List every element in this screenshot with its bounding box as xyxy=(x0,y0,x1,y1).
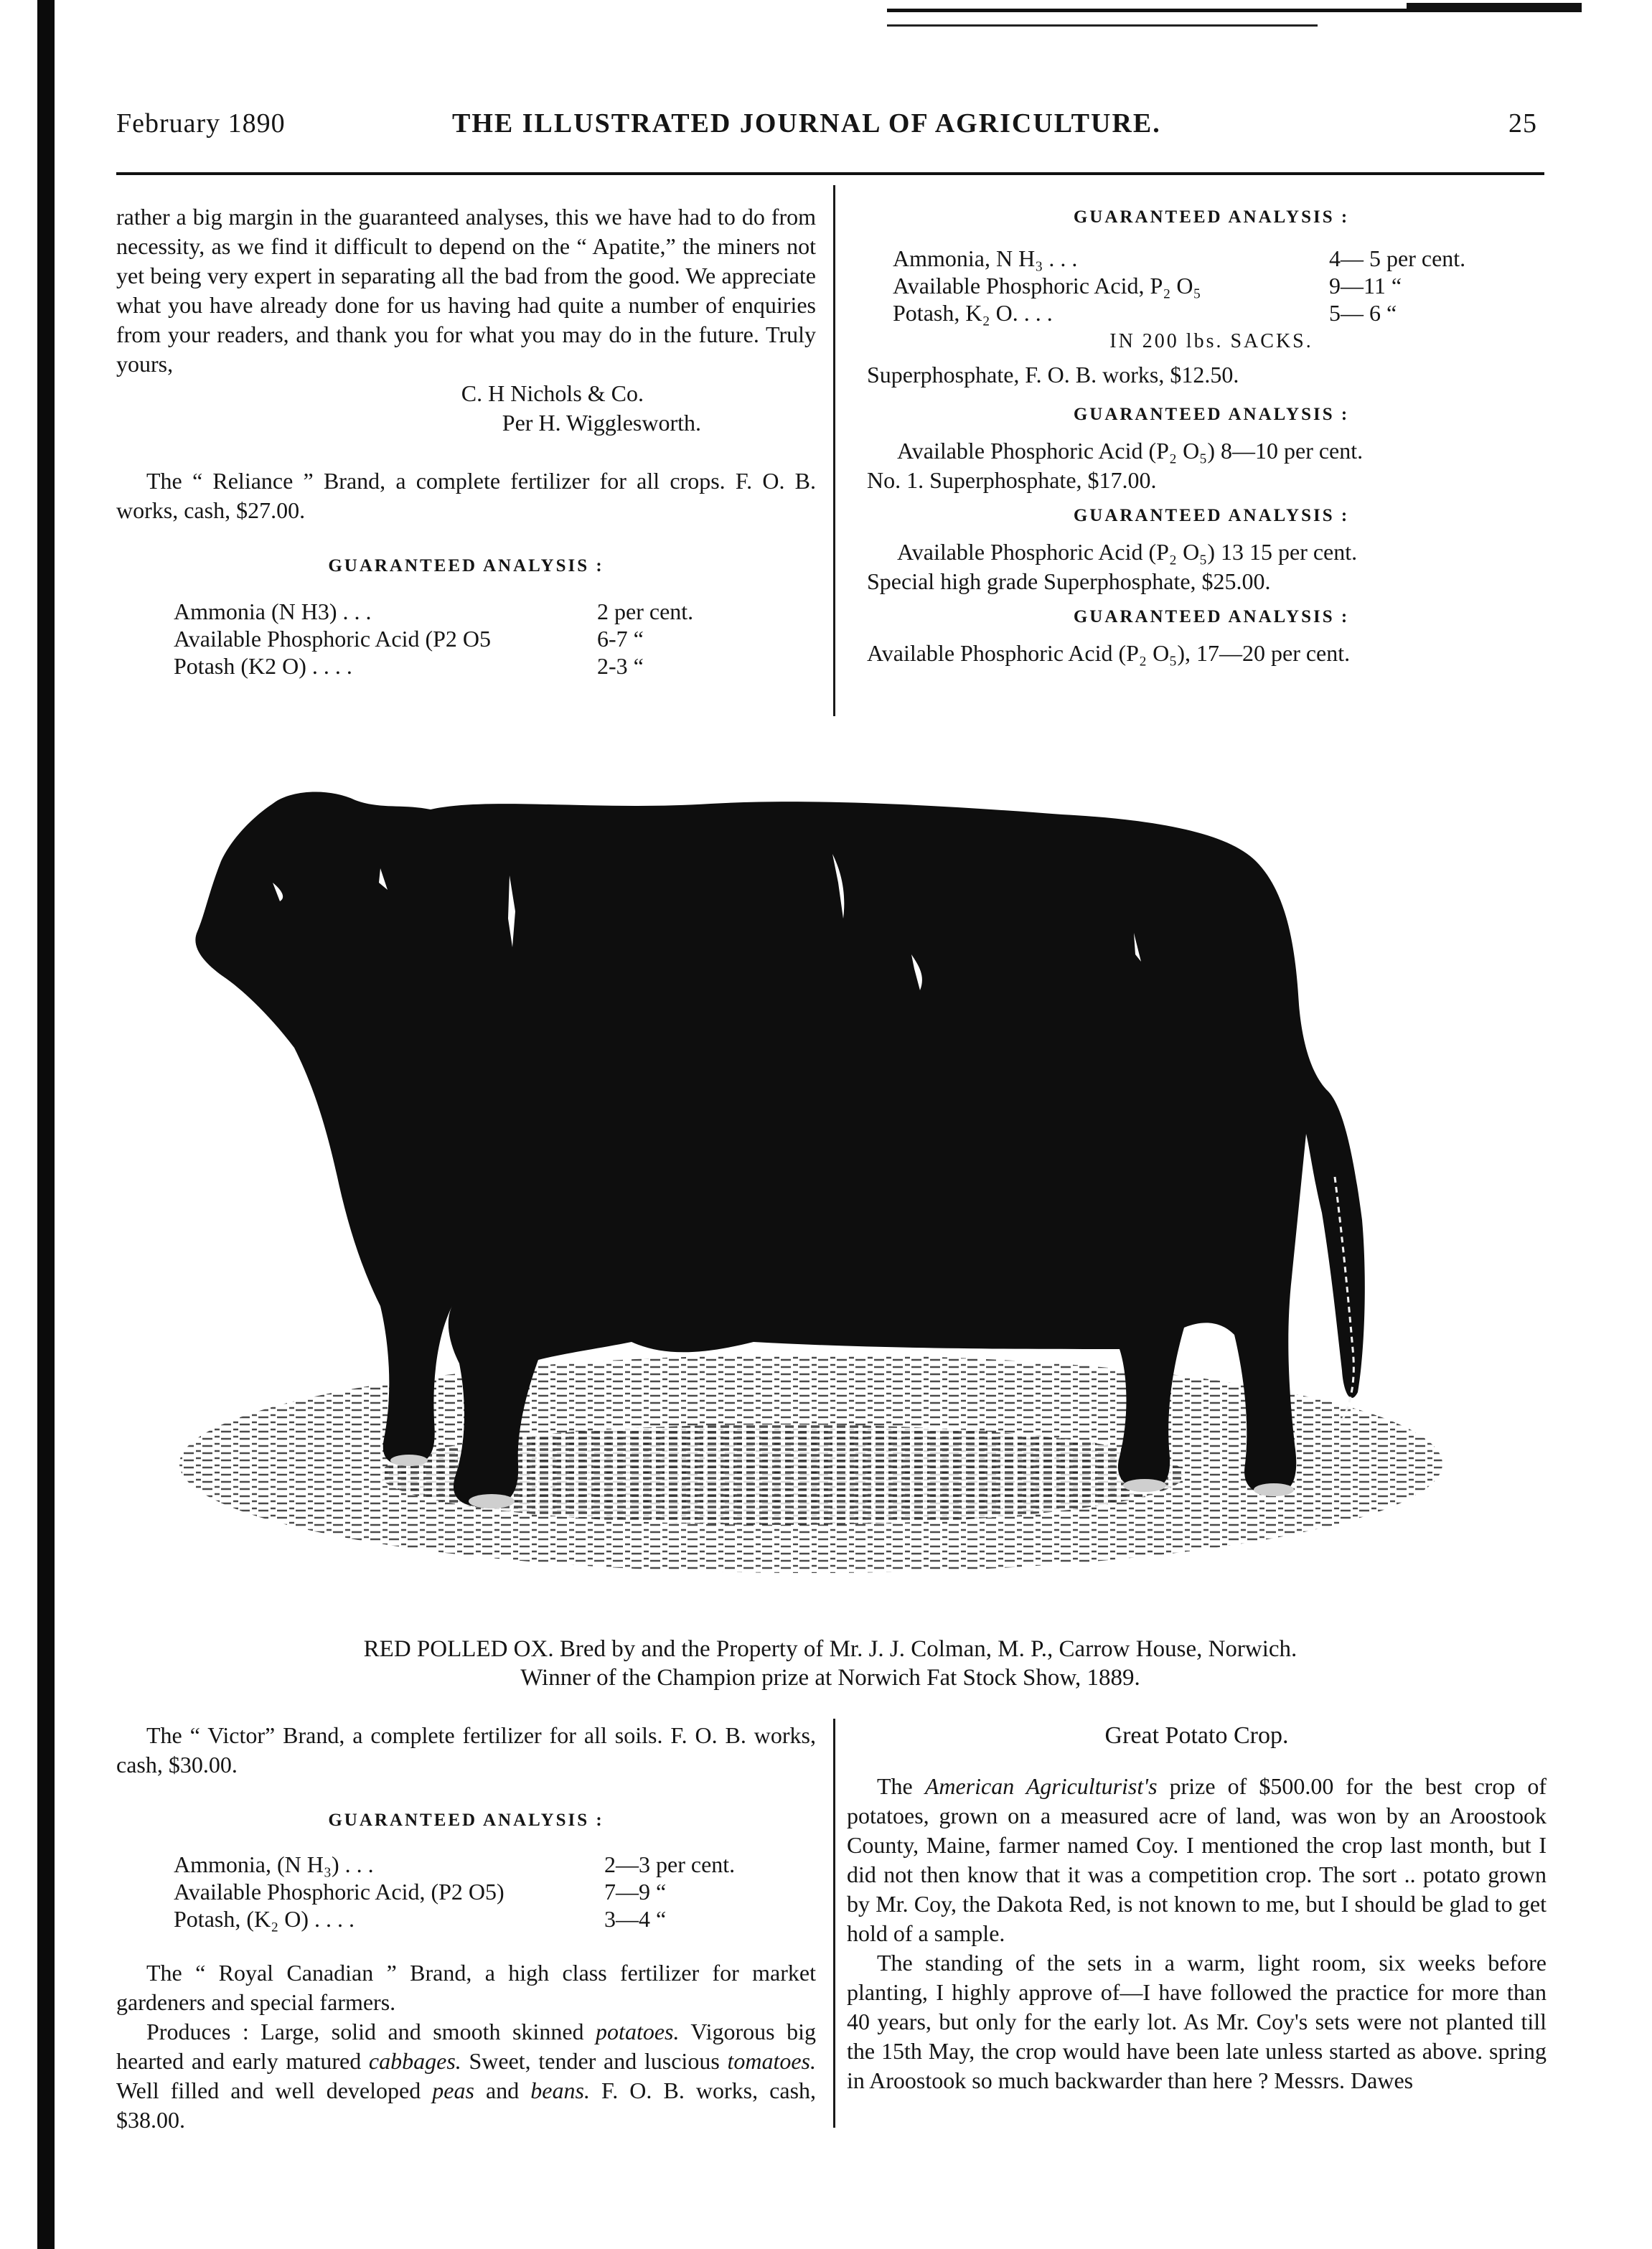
analysis-row xyxy=(174,598,816,625)
analysis-value: 2 per cent. xyxy=(597,598,694,624)
analysis-value: 3—4 “ xyxy=(604,1906,667,1932)
analysis-name: Ammonia, N H₃ . . . xyxy=(893,245,1078,271)
caption-line-1: RED POLLED OX. Bred by and the Property of Mr. J. J. Colman, M. P., Carrow House, Norwich. xyxy=(363,1636,1297,1662)
analysis-name: Potash (K2 O) . . . . xyxy=(174,653,352,679)
header-date: February 1890 xyxy=(116,108,286,138)
produce-tomatoes: tomatoes. xyxy=(727,2048,816,2074)
analysis-row xyxy=(174,1878,816,1905)
produces-text: Produces : Large, solid and smooth skinned xyxy=(146,2019,596,2044)
caption-line-2: Winner of the Champion prize at Norwich Fat Stock Show, 1889. xyxy=(520,1665,1140,1691)
reliance-brand-paragraph: The “ Reliance ” Brand, a complete fertilizer for all crops. F. O. B. works, cash, $27.00. xyxy=(116,468,816,523)
analysis-line: Available Phosphoric Acid (P₂ O₅) 8—10 per cent. xyxy=(897,438,1364,464)
red-polled-ox-engraving xyxy=(165,775,1471,1607)
analysis-row xyxy=(893,245,1556,272)
guaranteed-analysis-heading: GUARANTEED ANALYSIS : xyxy=(1073,607,1350,626)
analysis-name: Potash, K₂ O. . . . xyxy=(893,300,1053,326)
analysis-row xyxy=(893,299,1556,327)
analysis-table xyxy=(867,245,1556,327)
produces-text: and xyxy=(474,2077,531,2103)
superphosphate-no1-price: No. 1. Superphosphate, $17.00. xyxy=(867,467,1157,493)
superphosphate-price: Superphosphate, F. O. B. works, $12.50. xyxy=(867,362,1239,388)
header-title: THE ILLUSTRATED JOURNAL OF AGRICULTURE. xyxy=(452,108,1161,138)
analysis-row xyxy=(174,652,816,680)
binding-edge xyxy=(37,0,55,2249)
guaranteed-analysis-heading: GUARANTEED ANALYSIS : xyxy=(1073,506,1350,525)
analysis-value: 2-3 “ xyxy=(597,653,644,679)
reliance-analysis-table xyxy=(116,598,816,680)
analysis-row xyxy=(893,272,1556,299)
produce-cabbages: cabbages. xyxy=(368,2048,461,2074)
signature-person: Per H. Wigglesworth. xyxy=(502,410,701,436)
analysis-value: 6-7 “ xyxy=(597,626,644,652)
produces-text: Vigorous big hearted and early matured xyxy=(116,2019,817,2074)
produce-potatoes: potatoes. xyxy=(596,2019,680,2044)
analysis-name: Potash, (K₂ O) . . . . xyxy=(174,1906,355,1932)
analysis-name: Available Phosphoric Acid, P₂ O₅ xyxy=(893,273,1201,299)
analysis-value: 2—3 per cent. xyxy=(604,1851,736,1877)
victor-brand-paragraph: The “ Victor” Brand, a complete fertilizer for all soils. F. O. B. works, cash, $30.00. xyxy=(116,1722,816,1778)
guaranteed-analysis-heading: GUARANTEED ANALYSIS : xyxy=(328,556,604,576)
special-superphosphate-price: Special high grade Superphosphate, $25.00. xyxy=(867,568,1271,594)
column-divider-top xyxy=(833,185,835,716)
analysis-value: 5— 6 “ xyxy=(1329,300,1397,326)
article-paragraph-1 xyxy=(847,1772,1547,1948)
page-number: 25 xyxy=(1508,108,1537,138)
analysis-name: Ammonia, (N H₃) . . . xyxy=(174,1851,374,1877)
analysis-row xyxy=(174,1905,816,1933)
analysis-value: 7—9 “ xyxy=(604,1879,667,1905)
journal-name: American Agriculturist's xyxy=(924,1773,1158,1799)
produce-beans: beans. xyxy=(530,2077,590,2103)
article-text: prize of $500.00 for the best crop of potatoes, grown on a measured acre of land, was won by an Aroostook County, Maine, farmer named Coy. I mentioned the crop last month, but I did not then know that it was a competition crop. The sort .. potato grown by Mr. Coy, the Dakota Red, is not known to me, but I should be glad to get hold of a sample. xyxy=(847,1773,1547,1946)
analysis-name: Available Phosphoric Acid, (P2 O5) xyxy=(174,1879,504,1905)
produces-paragraph xyxy=(116,2017,816,2135)
top-edge-rule-thin xyxy=(887,24,1318,27)
guaranteed-analysis-heading: GUARANTEED ANALYSIS : xyxy=(328,1811,604,1830)
produces-text: F. O. B. works, cash, $38.00. xyxy=(116,2077,817,2133)
top-edge-rule-thick xyxy=(1407,3,1582,11)
analysis-row xyxy=(174,625,816,652)
victor-analysis-table xyxy=(116,1851,816,1933)
guaranteed-analysis-heading: GUARANTEED ANALYSIS : xyxy=(1073,405,1350,424)
guaranteed-analysis-heading: GUARANTEED ANALYSIS : xyxy=(1073,207,1350,227)
analysis-name: Ammonia (N H3) . . . xyxy=(174,598,372,624)
article-heading: Great Potato Crop. xyxy=(1104,1722,1289,1749)
col1-bottom xyxy=(116,1721,816,2135)
column-divider-bottom xyxy=(833,1719,835,2128)
analysis-row xyxy=(174,1851,816,1878)
analysis-name: Available Phosphoric Acid (P2 O5 xyxy=(174,626,492,652)
analysis-line: Available Phosphoric Acid (P₂ O₅) 13 15 per cent. xyxy=(897,539,1358,565)
analysis-value: 9—11 “ xyxy=(1329,273,1402,299)
analysis-value: 4— 5 per cent. xyxy=(1329,245,1466,271)
produce-peas: peas xyxy=(432,2077,474,2103)
sacks-note: IN 200 lbs. SACKS. xyxy=(1109,330,1313,352)
illustration-caption xyxy=(116,1635,1544,1692)
article-paragraph-2: The standing of the sets in a warm, light room, six weeks before planting, I highly approve of—I have followed the practice for more than 40 years, but only for the early lot. As Mr. Coy's sets were not planted till the 15th May, the crop would have been late unless started as above. spring in Aroostook so much backwarder than here ? Messrs. Dawes xyxy=(847,1950,1547,2093)
produces-text: Sweet, tender and luscious xyxy=(461,2048,728,2074)
col2-top xyxy=(867,202,1556,668)
analysis-line: Available Phosphoric Acid (P₂ O₅), 17—20 per cent. xyxy=(867,640,1351,666)
produces-text: Well filled and well developed xyxy=(116,2077,433,2103)
signature-firm: C. H Nichols & Co. xyxy=(461,380,644,406)
col2-bottom xyxy=(847,1721,1547,2095)
article-text: The xyxy=(877,1773,925,1799)
col1-top xyxy=(116,202,816,680)
header-rule xyxy=(116,172,1544,175)
letter-paragraph: rather a big margin in the guaranteed analyses, this we have had to do from necessity, as we find it difficult to depend on the “ Apatite,” the miners not yet being very expert in separating all the bad from the good. We appreciate what you have already done for us having had quite a number of enquiries from your readers, and thank you for what you may do in the future. Truly yours, xyxy=(116,204,816,377)
royal-canadian-paragraph: The “ Royal Canadian ” Brand, a high class fertilizer for market gardeners and special farmers. xyxy=(116,1960,816,2015)
